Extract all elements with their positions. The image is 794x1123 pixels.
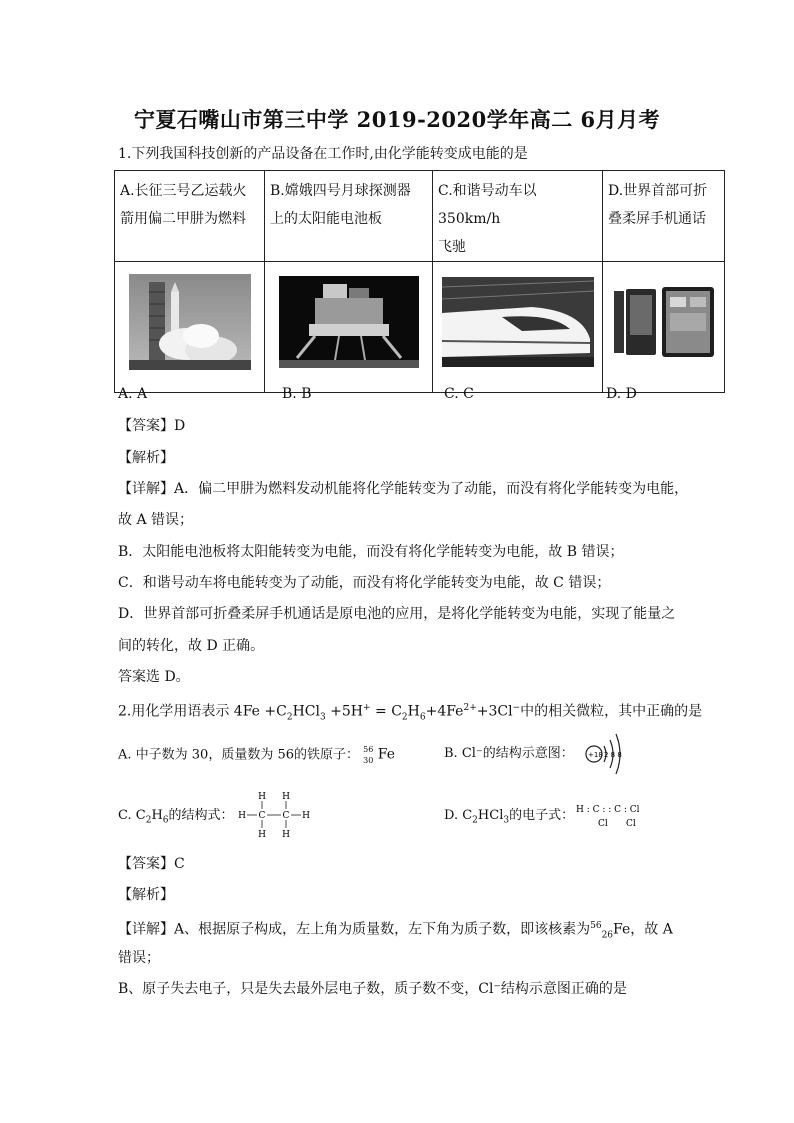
q2-answer: 【答案】C: [118, 856, 185, 872]
detail-text-end: ，故 A: [630, 921, 673, 938]
option-c-prefix: C. C: [118, 808, 146, 823]
svg-text:2 8 8: 2 8 8: [604, 751, 622, 759]
option-a-text: A. 中子数为 30，质量数为 56的铁原子：: [118, 747, 360, 763]
q2-option-b: [444, 744, 574, 764]
foldable-phone-image: [603, 262, 725, 393]
q2-option-c: C. $C_2H_6$的结构式：: [118, 808, 234, 826]
option-d-prefix: D. C: [444, 808, 473, 823]
svg-text:H: H: [302, 811, 310, 821]
choice-a: A. A: [118, 386, 148, 402]
high-speed-train-image: [433, 262, 603, 393]
svg-text:+18: +18: [588, 751, 603, 759]
option-a-cell: [115, 171, 265, 262]
svg-text:H: H: [258, 792, 266, 802]
q1-detail-line: 故 A 错误；: [118, 512, 194, 528]
electron-formula: [576, 800, 660, 830]
svg-text:H: H: [282, 792, 290, 802]
svg-text:Cl: Cl: [626, 819, 636, 829]
option-b-cell: [265, 171, 433, 262]
q2-analysis-heading: 【解析】: [118, 887, 174, 903]
option-b-line1: B.嫦娥四号月球探测器: [270, 183, 411, 199]
question-2-stem: 2.用化学用语表示 $4Fe +C_2HCl_3 +5H^+ = C_2H_6+4Fe^{2+}+3Cl^-$中的相关微粒，其中正确的是: [118, 703, 703, 723]
page-title: 宁夏石嘴山市第三中学 2019-2020学年高二 6月月考: [133, 107, 661, 132]
svg-text:H: H: [238, 811, 246, 821]
stem-prefix: 2.用化学用语表示 4Fe +C: [118, 703, 287, 720]
option-d-cell: [603, 171, 725, 262]
q1-detail-line: 【详解】A．偏二甲肼为燃料发动机能将化学能转变为了动能，而没有将化学能转变为电能，: [118, 481, 689, 497]
option-c-line1: C.和谐号动车以 350km/h: [438, 183, 537, 227]
svg-text:H: H: [282, 830, 290, 840]
choice-b: B. B: [282, 386, 312, 402]
option-b-text: B. Cl⁻的结构示意图：: [444, 746, 574, 761]
q1-conclusion: 答案选 D。: [118, 669, 190, 685]
question-1-stem: 1.下列我国科技创新的产品设备在工作时,由化学能转变成电能的是: [118, 146, 528, 162]
option-c-cell: [433, 171, 603, 262]
q2-detail-line: 【详解】A、根据原子构成，左上角为质量数，左下角为质子数，即该核素为$^{56}_{26}$Fe，故 A: [118, 921, 673, 941]
choice-d: D. D: [606, 386, 637, 402]
q2-detail-line: 错误；: [118, 950, 160, 966]
q2-option-a: A. 中子数为 30，质量数为 56的铁原子： 56 30 Fe: [118, 745, 396, 765]
option-a-line1: A.长征三号乙运载火: [120, 183, 247, 199]
cl-ion-structure-diagram: [584, 730, 628, 778]
q1-detail-line: B．太阳能电池板将太阳能转变为电能，而没有将化学能转变为电能，故 B 错误；: [118, 544, 624, 560]
option-c-suffix: 的结构式：: [168, 808, 234, 823]
option-d-line1: D.世界首部可折: [608, 183, 708, 199]
detail-text: 【详解】A、根据原子构成，左上角为质量数，左下角为质子数，即该核素为: [118, 921, 591, 938]
q1-analysis-heading: 【解析】: [118, 450, 174, 466]
q1-detail-line: D．世界首部可折叠柔屏手机通话是原电池的应用，是将化学能转变为电能，实现了能量之: [118, 606, 676, 622]
q2-option-d: D. $C_2HCl_3$的电子式：: [444, 808, 575, 826]
option-d-suffix: 的电子式：: [509, 808, 575, 823]
option-a-line2: 箭用偏二甲肼为燃料: [120, 211, 246, 227]
option-b-line2: 上的太阳能电池板: [270, 211, 382, 227]
options-table: [114, 170, 725, 393]
svg-text:C: C: [282, 811, 290, 821]
rocket-launch-image: [115, 262, 265, 393]
q1-detail-line: 间的转化，故 D 正确。: [118, 638, 265, 654]
ethane-structural-formula: [236, 790, 316, 840]
fe-nuclide-symbol: 56 30: [363, 745, 374, 765]
lunar-probe-image: [265, 262, 433, 393]
choice-c: C. C: [444, 386, 474, 402]
svg-text:H: H: [258, 830, 266, 840]
stem-suffix: 中的相关微粒，其中正确的是: [520, 703, 703, 720]
svg-text:Cl: Cl: [598, 819, 608, 829]
q1-detail-line: C．和谐号动车将电能转变为了动能，而没有将化学能转变为电能，故 C 错误；: [118, 575, 611, 591]
svg-text:H : C : : C : Cl: H : C : : C : Cl: [576, 805, 640, 815]
option-d-line2: 叠柔屏手机通话: [608, 211, 706, 227]
svg-text:C: C: [258, 811, 266, 821]
q1-answer: 【答案】D: [118, 418, 186, 434]
option-c-line2: 飞驰: [438, 239, 466, 255]
q2-detail-line: B、原子失去电子，只是失去最外层电子数，质子数不变，Cl⁻结构示意图正确的是: [118, 981, 627, 997]
